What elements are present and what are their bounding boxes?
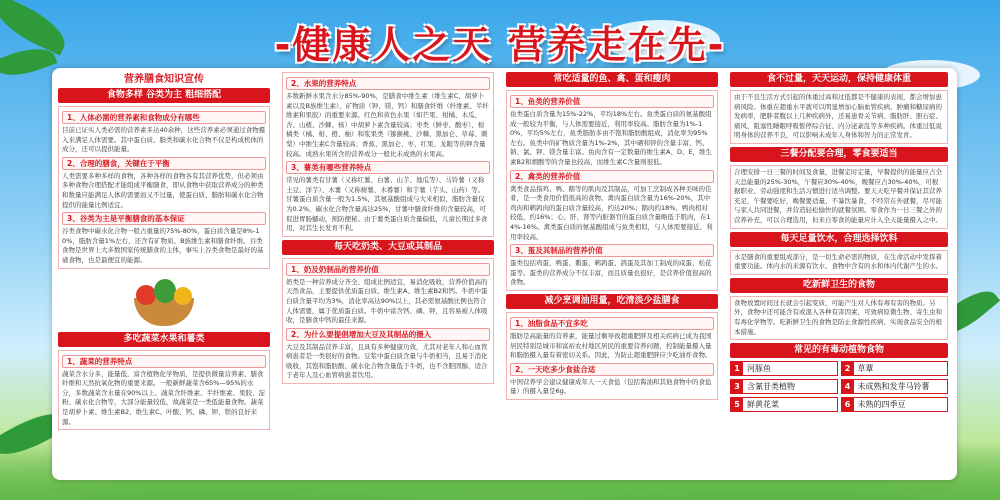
list-item: [841, 397, 949, 412]
text-box: [282, 258, 494, 384]
text-box: [730, 90, 948, 144]
paragraph: 谷类食物中碳水化合物一般占重量的75%-80%，蛋白质含量是8%-10%，脂肪含量1%左右，还含有矿物质、B族维生素和膳食纤维。谷类食物是世界上大多数国家传统膳食的主体，事实上谷类食物是最好的基础食物，也是最便宜的能源。: [62, 227, 264, 264]
item-number: 6: [842, 398, 854, 411]
text-box: [58, 350, 270, 431]
item-label: 河豚鱼: [747, 363, 771, 373]
paragraph: 由于不良生活方式引起的体重过高和过低都是不健康的表现，都会增加患病风险。体重在超重水平就可以明显增加心脑血管疾病、肿瘤和糖尿病的发病率，肥胖者腹以上几种疾病外，还易患骨关节病、脂肪肝、胆石症、痛风、阻塞性睡眠呼吸暂停综合征、内分泌紊乱等多种疾病。体重过低说明身体的营养不良，可以影响未成年人身体和智力的正常发育。: [734, 93, 942, 140]
section-bar: 吃新鲜卫生的食物: [730, 278, 948, 293]
item-number: 5: [731, 398, 743, 411]
item-label: 未熟的四季豆: [857, 399, 906, 409]
item-label: 含氰苷类植物: [747, 381, 795, 391]
section-bar: 食物多样 谷类为主 粗细搭配: [58, 88, 270, 103]
text-box: [730, 165, 948, 229]
subheading: 1、人体必需的营养素和食物成分有哪些: [62, 111, 266, 124]
section-bar: 三餐分配要合理，零食要适当: [730, 147, 948, 162]
subheading: 3、谷类为主是平衡膳食的基本保证: [62, 212, 266, 225]
paragraph: 食物放置时间过长就会引起变质，可能产生对人体有毒有害的物质。另外，食物中还可能含有或混入各种有害因素，可致病原微生物、寄生虫和有毒化学物等。吃新鲜卫生的食物是防止食源性疾病、实现食品安全的根本措施。: [734, 298, 942, 336]
paragraph: 目前已证实人类必需的营养素多达40余种，这些营养素必须通过食物摄入来满足人体需要。其中蛋白质、脂类和碳水化合物不仅是构成机体的成分，还可以提供能量。: [62, 126, 266, 154]
subheading: 1、油脂食品不宜多吃: [510, 317, 714, 330]
text-box: [506, 312, 718, 400]
column-4: [730, 72, 948, 412]
text-box: [730, 250, 948, 275]
subheading: 2、禽类的营养价值: [510, 170, 714, 183]
item-label: 鲜黄花菜: [747, 399, 779, 409]
section-bar: 常见的有毒动植物食物: [730, 343, 948, 358]
section-bar: 常吃适量的鱼、禽、蛋和瘦肉: [506, 72, 718, 87]
fruit-basket-illustration: [124, 273, 204, 328]
paragraph: 蛋类包括鸡蛋、鸭蛋、鹅蛋、鹌鹑蛋、鸽蛋及其加工制成的咸蛋、松花蛋等。蛋类的营养成分不仅丰富，而且质量也很好，是营养价值很高的食物。: [510, 259, 712, 287]
paragraph: 大豆及其制品营养丰富，且具有多种健康功效，尤其对老年人和心血管病患者是一类很好的食物。豆浆中蛋白质含量与牛奶相当，且易于消化吸收，其饱和脂肪酸、碳水化合物含量低于牛奶，也不含胆固醇，适合于老年人及心血管病患者饮用。: [286, 342, 488, 380]
toxic-food-list: [730, 361, 948, 412]
section-bar: 多吃蔬菜水果和薯类: [58, 332, 270, 347]
subheading: 3、薯类有哪些营养特点: [286, 161, 490, 174]
list-item: [841, 361, 949, 376]
text-box: [282, 72, 494, 237]
page-title: -健康人之天 营养走在先-: [274, 23, 726, 67]
text-box: [58, 106, 270, 269]
subheading: 2、一天吃多少食盐合适: [510, 363, 714, 376]
paragraph: 蔬菜含水分多，能量低，富含植物化学物质，是提供微量营养素、膳食纤维和天然抗氧化物的重要来源。一般新鲜蔬菜含65%—95%的水分，多数蔬菜含水量在90%以上。蔬菜含纤维素、半纤维素、果胶、淀粉、碳水化合物等，大部分能量较低，故蔬菜是一类低能量食物。蔬菜是胡萝卜素、维生素B2、维生素C、叶酸、钙、磷、钾、铁的良好来源。: [62, 369, 265, 426]
item-number: 3: [731, 380, 743, 393]
list-item: [730, 397, 838, 412]
subheading: 2、合理的膳食，关键在于平衡: [62, 157, 266, 170]
subheading: 1、蔬菜的营养特点: [62, 355, 266, 368]
text-box: [506, 90, 718, 291]
section-heading: 营养膳食知识宣传: [124, 74, 204, 85]
paragraph: 常见的薯类有甘薯（又称红薯、白薯、山芋、地瓜等）、马铃薯（又称土豆、洋芋）、木薯（又称树薯、木番薯）和芋薯（芋头、山药）等。甘薯蛋白质含量一般为1.5%，其氨基酸组成与大米相似，脂肪含量仅为0.2%，碳水化合物含量高达25%，甘薯中膳食纤维的含量较高，可促进胃肠蠕动，预防便秘。由于薯类蛋白质含量偏低，儿童长期过多食用，对其生长发育不利。: [286, 176, 488, 233]
subheading: 1、奶及奶制品的营养价值: [286, 263, 490, 276]
paragraph: 中国营养学会建议健康成年人一天食盐（包括酱油和其他食物中的食盐量）的摄入量是6g。: [510, 377, 712, 396]
item-number: 1: [731, 362, 743, 375]
paragraph: 水是膳食的重要组成部分，是一切生命必需的物质，在生命活动中发挥着重要功能。体内水的来源有饮水、食物中含有的水和体内代谢产生的水。: [734, 252, 942, 271]
subheading: 2、为什么要提倡增加大豆及其制品的摄入: [286, 328, 490, 341]
list-item: [730, 361, 838, 376]
paragraph: 多数新鲜水果含水分85%-90%，是膳食中维生素（维生素C、胡萝卜素以及B族维生素）、矿物质（钾、镁、钙）和膳食纤维（纤维素、半纤维素和果胶）的重要来源。红色和黄色水果（如芒果、柑橘、木瓜、杏、山楂、沙棘、杨）中胡萝卜素含量较高；枣类（鲜枣、酸枣）、柑橘类（橘、柑、橙、柚）和浆果类（猕猴桃、沙棘、黑加仑、草莓、刺梨）中维生素C含量较高；香蕉、黑加仑、枣、红果、龙眼等的钾含量较高。成熟水果所含的营养成分一般比未成熟的水果高。: [286, 92, 489, 158]
column-2: [282, 72, 494, 387]
subheading: 2、水果的营养特点: [286, 77, 490, 90]
paragraph: 鱼类蛋白质含量为15%-22%，平均18%左右。鱼类蛋白质的氨基酸组成一般较为平衡，与人体需要接近，利用率较高。脂肪含量为1%-10%，平均5%左右，鱼类脂肪多由不饱和脂肪酸组成，消化率为95%左右。鱼类中的矿物质含量为1%-2%，其中硒和锌的含量丰富，钙、钠、氯、钾、镁含量丰富。鱼肉含有一定数量的维生素A、D、E，维生素B2和烟酸等的含量也较高，而维生素C含量则很低。: [510, 110, 713, 166]
section-bar: 食不过量，天天运动，保持健康体重: [730, 72, 948, 87]
item-label: 草蕈: [857, 363, 874, 373]
paragraph: 脂肪是高能量的营养素，能量过剩导致超重肥胖及相关疾病已成为我国居民特别是城市和富裕农村地区居民的重要营养问题，控制能量摄入量和脂肪摄入量有着密切关系。因此，为防止超重肥胖应少吃油炸食物。: [510, 331, 712, 360]
item-number: 4: [842, 380, 854, 393]
column-3: [506, 72, 718, 403]
text-box: [730, 296, 948, 340]
paragraph: 禽类食品指鸡、鸭、鹅等的肌肉及其制品，可加工烹制成各种美味的佳肴，是一类食用价值很高的食物。禽肉蛋白质含量为16%-20%，其中鸡肉和鹌鹑肉的蛋白质含量较高，约达20%；鹅肉约18%，鸭肉相对较低，约16%；心、肝、肾等内脏器官的蛋白质含量略低于肌肉，在14%-16%。禽类蛋白质的氨基酸组成与鱼类相似，与人体需要接近，利用率较高。: [510, 184, 713, 241]
subheading: 1、鱼类的营养价值: [510, 95, 714, 108]
paragraph: 奶类是一种营养成分齐全、组成比例适宜，易消化吸收，营养价值高的天然食品，主要提供优质蛋白质、维生素A、维生素B2和钙。牛奶中蛋白质含量平均为3%，消化率高达90%以上，其必需氨基酸比例也符合人体需要，属于优质蛋白质。牛奶中富含钙、磷、钾，且容易被人体吸收，是膳食中钙的最佳来源。: [286, 277, 488, 325]
section-bar: 减少烹调油用量，吃清淡少盐膳食: [506, 294, 718, 309]
item-label: 未成熟和发芽马铃薯: [857, 381, 930, 391]
section-bar: 每天足量饮水，合理选择饮料: [730, 232, 948, 247]
item-number: 2: [842, 362, 854, 375]
list-item: [730, 379, 838, 394]
section-bar: 每天吃奶类、大豆或其制品: [282, 240, 494, 255]
subheading: 3、蛋及其制品的营养价值: [510, 244, 714, 257]
paragraph: 人类需要多种多样的食物，各种各样的食物各有其营养优势，但必须由多种食物合理搭配才能组成平衡膳食，即从食物中获取营养成分的种类和数量应能满足人体的需要而又不过量，使蛋白质、脂肪和碳水化合物提供的能量比例适宜。: [62, 171, 264, 209]
list-item: [841, 379, 949, 394]
paragraph: 合理安排一日三餐的时间及食量，进餐定时定量，早餐提供的能量应占全天总能量的25%-30%，午餐应30%-40%，晚餐应占30%-40%，可根据职业、劳动强度和生活习惯进行适当调整。要天天吃早餐并保证其营养充足，午餐要吃好，晚餐要适量，不暴饮暴食，不经常在外就餐，尽可能与家人共同进餐，并营造轻松愉快的就餐氛围。零食作为一日三餐之外的营养补充，可以合理选用，但来自零食的能量应计入全天能量摄入之中。: [734, 167, 942, 224]
column-1: [58, 72, 270, 433]
